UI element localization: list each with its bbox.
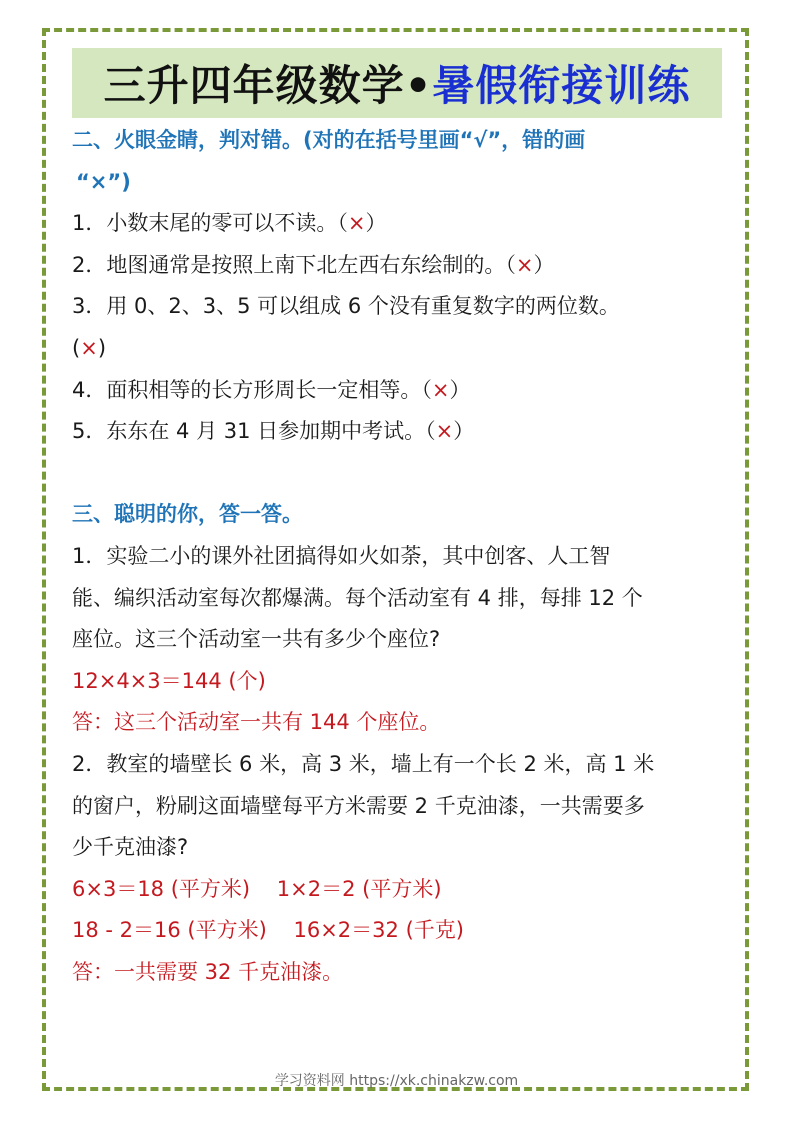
title-part-summer: 暑假衔接训练 [432, 61, 691, 110]
judge-answer: × [515, 252, 534, 277]
judge-item-3 [72, 286, 727, 328]
question2-line: 2．教室的墙壁长 6 米，高 3 米，墙上有一个长 2 米，高 1 米 [72, 751, 655, 776]
question1-work: 12×4×3＝144 (个) [72, 668, 266, 693]
judge-close: ） [365, 211, 387, 236]
judge-item-text: 1．小数末尾的零可以不读。（ [72, 211, 348, 236]
judge-open: ( [72, 335, 81, 360]
judge-item-text: 2．地图通常是按照上南下北左西右东绘制的。（ [72, 252, 516, 277]
judge-item-1 [72, 203, 727, 245]
judge-answer: × [80, 335, 98, 360]
spacer [72, 453, 727, 495]
section2-heading-cont: “×”) [76, 169, 131, 194]
question1-line: 1．实验二小的课外社团搞得如火如荼，其中创客、人工智 [72, 543, 611, 568]
judge-item-text: 5．东东在 4 月 31 日参加期中考试。（ [72, 419, 436, 444]
judge-item-4 [72, 370, 727, 412]
footer-source: 学习资料网 https://xk.chinakzw.com [274, 1073, 519, 1089]
judge-item-text: 3．用 0、2、3、5 可以组成 6 个没有重复数字的两位数。 [72, 294, 620, 319]
judge-answer: × [431, 377, 450, 402]
judge-answer: × [435, 419, 454, 444]
question1-line: 能、编织活动室每次都爆满。每个活动室有 4 排，每排 12 个 [72, 585, 643, 610]
judge-close: ) [97, 335, 107, 360]
question2-line: 的窗户，粉刷这面墙壁每平方米需要 2 千克油漆，一共需要多 [72, 793, 645, 818]
judge-answer: × [347, 211, 366, 236]
question1-answer: 答：这三个活动室一共有 144 个座位。 [72, 710, 441, 735]
question1-line: 座位。这三个活动室一共有多少个座位? [72, 627, 441, 652]
judge-item-2 [72, 245, 727, 287]
question2-work-1: 6×3＝18 (平方米) 1×2＝2 (平方米) [72, 876, 442, 901]
judge-close: ） [533, 252, 555, 277]
judge-close: ） [449, 377, 471, 402]
judge-item-5 [72, 411, 727, 453]
judge-close: ） [453, 419, 475, 444]
section2-heading: 二、火眼金睛，判对错。(对的在括号里画“√”，错的画 [72, 128, 586, 152]
question2-line: 少千克油漆? [72, 835, 189, 860]
judge-item-text: 4．面积相等的长方形周长一定相等。（ [72, 377, 432, 402]
judge-item-3-answer [72, 328, 727, 370]
page-title [72, 48, 722, 118]
question2-answer: 答：一共需要 32 千克油漆。 [72, 959, 344, 984]
question2-work-2: 18 - 2＝16 (平方米) 16×2＝32 (千克) [72, 918, 464, 943]
section3-heading: 三、聪明的你，答一答。 [72, 502, 303, 527]
worksheet-content [72, 120, 727, 993]
title-part-grade: 三升四年级数学• [103, 61, 433, 110]
